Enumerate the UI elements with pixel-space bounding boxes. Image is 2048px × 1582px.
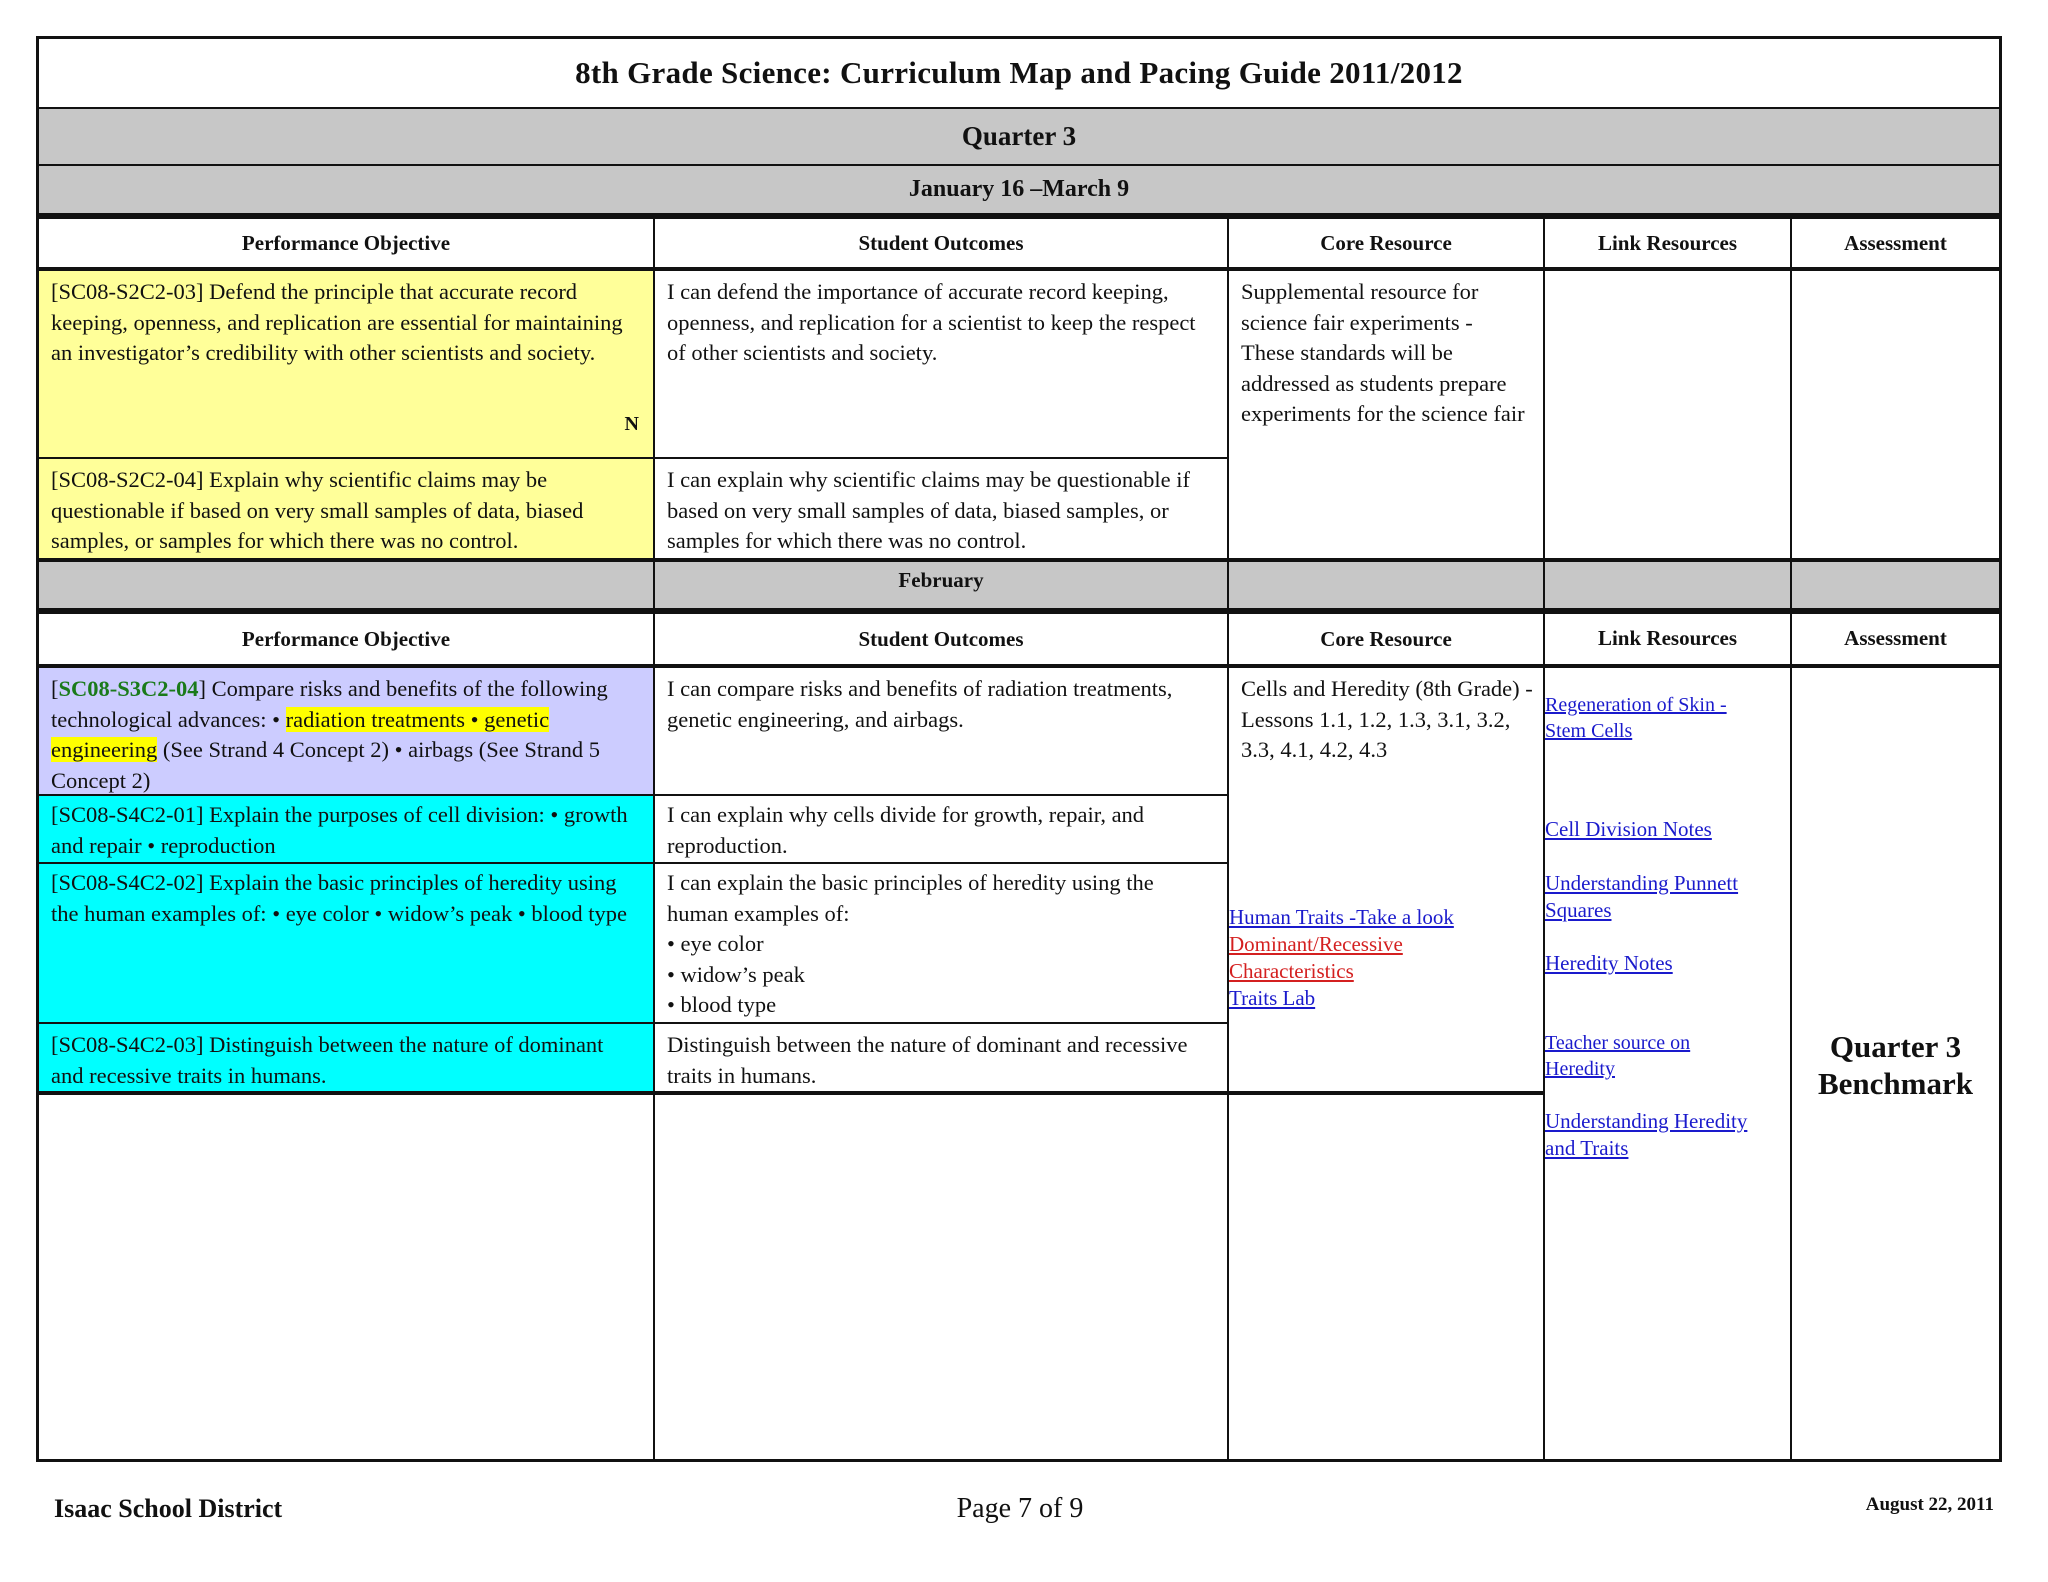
assessment-section2 bbox=[1790, 664, 2002, 1462]
month-band-core bbox=[1227, 558, 1545, 612]
quarter-label: Quarter 3 bbox=[36, 109, 2002, 166]
objective-sc08-s2c2-03 bbox=[36, 267, 655, 459]
assessment-section1 bbox=[1790, 267, 2002, 560]
link-teacher-source[interactable]: Teacher source on bbox=[1545, 1032, 1691, 1054]
objective-code: SC08-S3C2-04 bbox=[58, 676, 199, 701]
header-link-resources: Link Resources bbox=[1543, 217, 1792, 269]
footer-page-number: Page 7 of 9 bbox=[956, 1493, 1084, 1524]
empty-cell-core bbox=[1227, 1093, 1545, 1462]
outcome-s2-row-4: Distinguish between the nature of dominant and recessive traits in humans. bbox=[653, 1022, 1229, 1095]
link-resources-section1 bbox=[1543, 267, 1792, 560]
header-core-resource: Core Resource bbox=[1227, 217, 1545, 269]
empty-cell-outcomes bbox=[653, 1093, 1229, 1462]
objective-text-b: (See Strand 4 Concept 2) • airbags (See Strand 5 Concept 2) bbox=[51, 737, 600, 793]
header-assessment-2: Assessment bbox=[1790, 612, 2002, 666]
outcome-intro: I can explain the basic principles of heredity using the human examples of: bbox=[667, 870, 1154, 926]
outcome-item-widows-peak: • widow’s peak bbox=[667, 961, 805, 987]
link-traits-lab[interactable]: Traits Lab bbox=[1229, 986, 1316, 1010]
core-resource-section1: Supplemental resource for science fair experiments - These standards will be addressed as students prepare experiments for the science fair bbox=[1227, 267, 1545, 560]
core-resource-section2 bbox=[1227, 664, 1545, 1095]
header-student-outcomes-2: Student Outcomes bbox=[653, 612, 1229, 666]
outcome-item-blood-type: • blood type bbox=[667, 992, 777, 1017]
footer-date: August 22, 2011 bbox=[1865, 1494, 1994, 1515]
objective-text-a: Compare risks and benefits of the following technological advances: • bbox=[51, 676, 608, 732]
objective-sc08-s4c2-03: [SC08-S4C2-03] Distinguish between the nature of dominant and recessive traits in humans. bbox=[36, 1022, 655, 1095]
outcome-s2-row-3 bbox=[653, 862, 1229, 1024]
link-teacher-heredity[interactable]: Heredity bbox=[1545, 1058, 1615, 1080]
month-band-links bbox=[1543, 558, 1792, 612]
outcome-row-1: I can defend the importance of accurate record keeping, openness, and replication for a scientist to keep the respect of other scientists and society. bbox=[653, 267, 1229, 459]
header-performance-objective: Performance Objective bbox=[36, 217, 655, 269]
empty-cell-objective bbox=[36, 1093, 655, 1462]
link-cell-division-notes[interactable]: Cell Division Notes bbox=[1545, 817, 1712, 841]
objective-sc08-s4c2-02: [SC08-S4C2-02] Explain the basic principles of heredity using the human examples of: • eye color • widow’s peak • blood type bbox=[36, 862, 655, 1024]
link-characteristics[interactable]: Characteristics bbox=[1229, 959, 1354, 983]
header-link-resources-2: Link Resources bbox=[1543, 612, 1792, 666]
outcome-s2-row-1: I can compare risks and benefits of radiation treatments, genetic engineering, and airbags. bbox=[653, 664, 1229, 796]
highlight-radiation: radiation treatments • genetic bbox=[285, 706, 550, 732]
link-heredity-notes[interactable]: Heredity Notes bbox=[1545, 951, 1673, 975]
objective-text: [SC08-S2C2-03] Defend the principle that accurate record keeping, openness, and replication are essential for maintaining an investigator’s credibility with other scientists and society. bbox=[51, 279, 623, 365]
link-human-traits[interactable]: Human Traits -Take a look bbox=[1229, 905, 1454, 929]
assessment-benchmark: Benchmark bbox=[1818, 1066, 1973, 1101]
outcome-item-eye-color: • eye color bbox=[667, 931, 764, 956]
objective-sc08-s4c2-01: [SC08-S4C2-01] Explain the purposes of cell division: • growth and repair • reproduction bbox=[36, 794, 655, 864]
marker-label: N bbox=[624, 412, 639, 435]
highlight-engineering: engineering bbox=[51, 737, 158, 762]
header-assessment: Assessment bbox=[1790, 217, 2002, 269]
month-band-assessment bbox=[1790, 558, 2002, 612]
link-resources-section2 bbox=[1543, 664, 1792, 1462]
header-student-outcomes: Student Outcomes bbox=[653, 217, 1229, 269]
link-stem-cells[interactable]: Stem Cells bbox=[1545, 720, 1633, 742]
link-punnett-squares[interactable]: Squares bbox=[1545, 898, 1612, 922]
header-performance-objective-2: Performance Objective bbox=[36, 612, 655, 666]
assessment-quarter: Quarter 3 bbox=[1829, 1029, 1962, 1064]
link-dominant-recessive[interactable]: Dominant/Recessive bbox=[1229, 932, 1403, 956]
footer-district: Isaac School District bbox=[54, 1494, 283, 1523]
link-and-traits[interactable]: and Traits bbox=[1545, 1136, 1629, 1160]
outcome-s2-row-2: I can explain why cells divide for growth, repair, and reproduction. bbox=[653, 794, 1229, 864]
month-label: February bbox=[653, 558, 1229, 612]
core-resource-text: Cells and Heredity (8th Grade) - Lessons 1.1, 1.2, 1.3, 3.1, 3.2, 3.3, 4.1, 4.2, 4.3 bbox=[1241, 676, 1533, 762]
link-understanding-heredity[interactable]: Understanding Heredity bbox=[1545, 1109, 1748, 1133]
outcome-row-2: I can explain why scientific claims may be questionable if based on very small samples of data, biased samples, or samples for which there was no control. bbox=[653, 457, 1229, 560]
link-understanding-punnett[interactable]: Understanding Punnett bbox=[1545, 871, 1739, 895]
objective-sc08-s2c2-04: [SC08-S2C2-04] Explain why scientific claims may be questionable if based on very small samples of data, biased samples, or samples for which there was no control. bbox=[36, 457, 655, 560]
month-band-left bbox=[36, 558, 655, 612]
link-regeneration-skin[interactable]: Regeneration of Skin - bbox=[1545, 694, 1727, 716]
page-title: 8th Grade Science: Curriculum Map and Pacing Guide 2011/2012 bbox=[36, 36, 2002, 109]
header-core-resource-2: Core Resource bbox=[1227, 612, 1545, 666]
date-range-label: January 16 –March 9 bbox=[36, 166, 2002, 217]
objective-sc08-s3c2-04: [SC08-S3C2-04] Compare risks and benefits of the following technological advances: • radiation treatments • genetic engineering (See Strand 4 Concept 2) • airbags (See Strand 5 Concept 2) bbox=[36, 664, 655, 796]
